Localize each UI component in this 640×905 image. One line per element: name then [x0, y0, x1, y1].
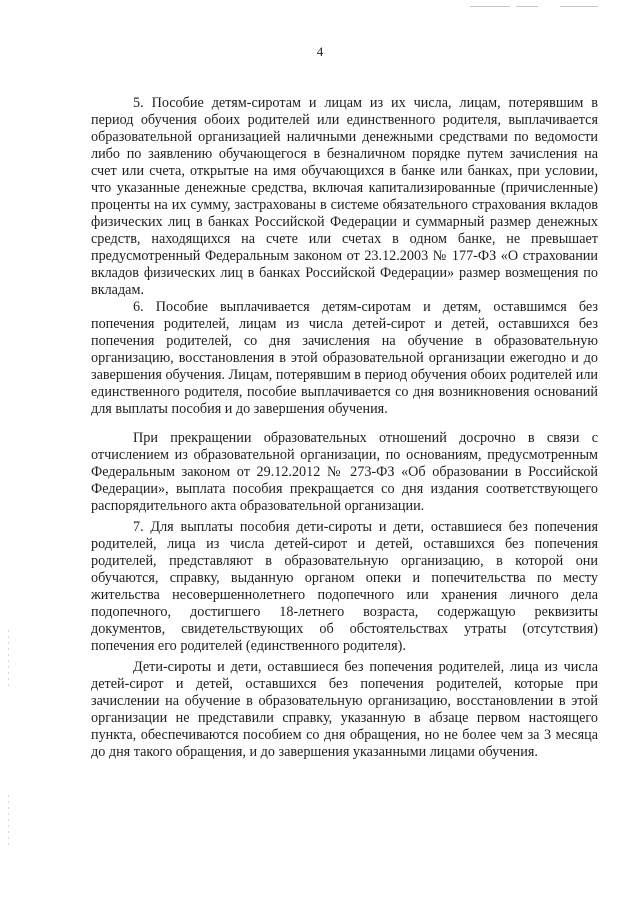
paragraph-item-5: 5. Пособие детям-сиротам и лицам из их числа, лицам, потерявшим в период обучения обоих родителей или единственного родителя, выплачивается образовательной организацией наличными денежными средствами по ведомости либо по заявлению обучающегося в безналичном порядке путем зачисления на счет или счета, открытые на имя обучающихся в банке или банках, при условии, что указанные денежные средства, включая капитализированные (причисленные) проценты на их сумму, застрахованы в системе обязательного страхования вкладов физических лиц в банках Российской Федерации и суммарный размер денежных средств, находящихся на счете или счетах в одном банке, не превышает предусмотренный Федеральным законом от 23.12.2003 № 177-ФЗ «О страховании вкладов физических лиц в банках Российской Федерации» размер возмещения по вкладам. — [91, 95, 598, 298]
paragraph-item-7-continued: Дети-сироты и дети, оставшиеся без попечения родителей, лица из числа детей-сирот и детей, оставшихся без попечения родителей, которые при зачислении на обучение в образовательную организацию, восстановлении в этой организации не представили справку, указанную в абзаце первом настоящего пункта, обеспечиваются пособием со дня обращения, но не более чем за 3 месяца до дня такого обращения, и до завершения указанными лицами обучения. — [91, 659, 598, 760]
scan-artifact-dots — [8, 630, 9, 690]
scan-artifact-dots — [8, 795, 9, 845]
paragraph-termination: При прекращении образовательных отношений досрочно в связи с отчислением из образовательной организации, по основаниям, предусмотренным Федеральным законом от 29.12.2012 № 273-ФЗ «Об образовании в Российской Федерации», выплата пособия прекращается со дня издания соответствующего распорядительного акта образовательной организации. — [91, 430, 598, 514]
scan-artifact-line — [470, 6, 510, 7]
scan-artifact-line — [516, 6, 538, 7]
paragraph-item-7: 7. Для выплаты пособия дети-сироты и дети, оставшиеся без попечения родителей, лица из числа детей-сирот и детей, оставшихся без попечения родителей, представляют в образовательную организацию, в которой они обучаются, справку, выданную органом опеки и попечительства по месту жительства несовершеннолетнего подопечного или хранения личного дела подопечного, достигшего 18-летнего возраста, содержащую реквизиты документов, свидетельствующих об обстоятельствах утраты (отсутствия) попечения его родителей (единственного родителя). — [91, 519, 598, 654]
paragraph-item-6: 6. Пособие выплачивается детям-сиротам и детям, оставшимся без попечения родителей, лицам из числа детей-сирот и детей, оставшихся без попечения родителей, со дня зачисления на обучение в образовательную организацию, восстановления в этой образовательной организации ежегодно и до завершения обучения. Лицам, потерявшим в период обучения обоих родителей или единственного родителя, пособие выплачивается со дня возникновения оснований для выплаты пособия и до завершения обучения. — [91, 299, 598, 417]
document-body — [91, 95, 598, 761]
page-number: 4 — [316, 44, 324, 59]
scan-artifact-line — [560, 6, 598, 7]
